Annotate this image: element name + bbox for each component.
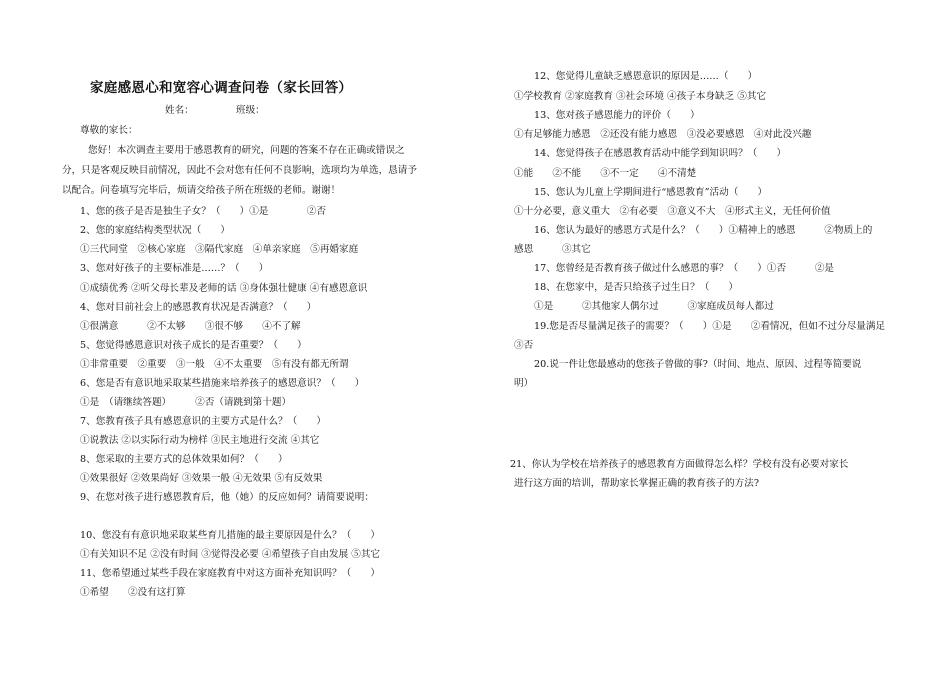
option-line: ①学校教育 ②家庭教育 ③社会环境 ④孩子本身缺乏 ⑤其它 (514, 91, 767, 102)
question-line-continued: 进行这方面的培训，帮助家长掌握正确的教育孩子的方法? (514, 478, 759, 489)
class-label: 班级： (236, 105, 265, 116)
option-line: ①成绩优秀 ②听父母长辈及老师的话 ③身体强壮健康 ④有感恩意识 (80, 283, 368, 294)
question-line: 12、您觉得儿童缺乏感恩意识的原因是……（ ） (534, 71, 758, 82)
question-line: 15、您认为儿童上学期间进行“感恩教育”活动（ ） (534, 187, 768, 198)
name-label: 姓名： (165, 105, 194, 116)
option-line: ①说教法 ②以实际行动为榜样 ③民主地进行交流 ④其它 (80, 435, 320, 446)
option-line: ①很满意 ②不太够 ③很不够 ④不了解 (80, 321, 301, 332)
intro-line: 以配合。问卷填写完毕后，烦请交给孩子所在班级的老师。谢谢！ (62, 185, 341, 196)
option-line: 感恩 ③其它 (514, 244, 591, 255)
option-line: ①是 ②其他家人偶尔过 ③家庭成员每人都过 (534, 301, 774, 312)
question-line: 5、您觉得感恩意识对孩子成长的是否重要？（ ） (80, 340, 307, 351)
question-line: 7、您教育孩子具有感恩意识的主要方式是什么？（ ） (80, 416, 326, 427)
question-line: 10、您没有有意识地采取某些育儿措施的最主要原因是什么？（ ） (80, 530, 381, 541)
question-line: 19.您是否尽量满足孩子的需要？（ ）①是 ②看情况，但如不过分尽量满足 (534, 321, 886, 332)
intro-line: 分，只是客观反映目前情况，因此不会对您有任何不良影响，选项均为单选，恳请予 (62, 165, 417, 176)
option-line: ①有关知识不足 ②没有时间 ③觉得没必要 ④希望孩子自由发展 ⑤其它 (80, 549, 381, 560)
question-line: 3、您对好孩子的主要标准是……？（ ） (80, 263, 269, 274)
option-line: ①希望 ②没有这打算 (80, 587, 186, 598)
option-line: ①十分必要，意义重大 ②有必要 ③意义不大 ④形式主义，无任何价值 (514, 206, 831, 217)
option-line: ①非常重要 ②重要 ③一般 ④不太重要 ⑤有没有都无所谓 (80, 359, 349, 370)
question-line: 13、您对孩子感恩能力的评价（ ） (534, 110, 700, 121)
question-line: 8、您采取的主要方式的总体效果如何？（ ） (80, 454, 288, 465)
option-line: ①有足够能力感恩 ②还没有能力感恩 ③没必要感恩 ④对此没兴趣 (514, 129, 812, 140)
question-line: 20.说一件让您最感动的您孩子曾做的事?（时间、地点、原因、过程等简要说 (534, 359, 862, 370)
question-line: 1、您的孩子是否是独生子女？（ ）①是 ②否 (80, 206, 326, 217)
question-line: 6、您是否有意识地采取某些措施来培养孩子的感恩意识？（ ） (80, 378, 365, 389)
question-line: 21、你认为学校在培养孩子的感恩教育方面做得怎么样？学校有没有必要对家长 (510, 459, 849, 470)
question-line: 18、在您家中，是否只给孩子过生日？（ ） (534, 282, 739, 293)
option-line: ①三代同堂 ②核心家庭 ③隔代家庭 ④单亲家庭 ⑤再婚家庭 (80, 244, 359, 255)
question-line-continued: 明） (514, 378, 534, 389)
option-line: ①是 （请继续答题） ②否（请跳到第十题） (80, 397, 292, 408)
intro-line: 您好！本次调查主要用于感恩教育的研究，问题的答案不存在正确或错误之 (88, 145, 405, 156)
question-line: 2、您的家庭结构类型状况（ ） (80, 225, 231, 236)
question-line: 11、您希望通过某些手段在家庭教育中对这方面补充知识吗？（ ） (80, 568, 381, 579)
greeting: 尊敬的家长： (80, 125, 138, 136)
question-line: 9、在您对孩子进行感恩教育后，他（她）的反应如何？请简要说明： (80, 492, 374, 503)
question-line: 16、您认为最好的感恩方式是什么？（ ）①精神上的感恩 ②物质上的 (534, 225, 873, 236)
survey-title: 家庭感恩心和宽容心调查问卷（家长回答） (90, 80, 353, 96)
question-line: 4、您对目前社会上的感恩教育状况是否满意？（ ） (80, 302, 317, 313)
option-line: ③否 (514, 340, 534, 351)
option-line: ①效果很好 ②效果尚好 ③效果一般 ④无效果 ⑤有反效果 (80, 473, 323, 484)
question-line: 17、您曾经是否教育孩子做过什么感恩的事？（ ）①否 ②是 (534, 263, 835, 274)
option-line: ①能 ②不能 ③不一定 ④不清楚 (514, 168, 697, 179)
question-line: 14、您觉得孩子在感恩教育活动中能学到知识吗？（ ） (534, 148, 787, 159)
